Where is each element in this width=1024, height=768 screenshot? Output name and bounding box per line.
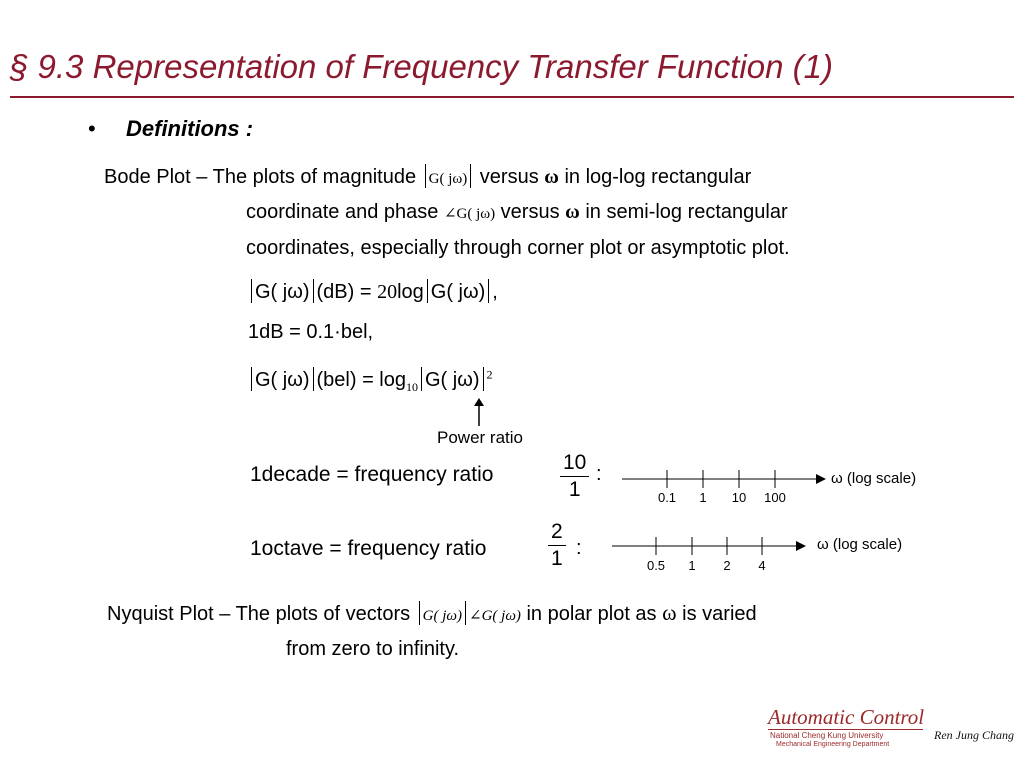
vector-phase: ∠G( jω) xyxy=(469,608,521,624)
abs-bar xyxy=(488,279,489,303)
decade-tick-label: 0.1 xyxy=(657,490,677,505)
bel-equation xyxy=(248,367,493,395)
bode-line-2 xyxy=(246,201,788,224)
bode-line-1-start: Bode Plot – The plots of magnitude xyxy=(104,166,422,188)
log-base: 10 xyxy=(406,380,418,394)
square-exponent: 2 xyxy=(486,367,493,382)
abs-bar xyxy=(483,367,484,391)
bode-line-1 xyxy=(104,164,751,189)
bode-line-3: coordinates, especially through corner plot or asymptotic plot. xyxy=(246,237,790,259)
abs-bar xyxy=(313,367,314,391)
abs-bar xyxy=(251,279,252,303)
title-underline xyxy=(10,96,1014,98)
automatic-control-logo: Automatic Control xyxy=(768,705,925,729)
decade-tick-label: 100 xyxy=(764,490,786,505)
decade-numerator: 10 xyxy=(560,450,589,477)
bel-eq-mag: G( jω) xyxy=(255,369,310,391)
decade-denominator: 1 xyxy=(568,478,581,501)
decade-colon: : xyxy=(596,463,602,485)
bullet-marker: • xyxy=(88,116,96,141)
bode-line-2-start: coordinate and phase xyxy=(246,201,444,223)
bode-line-1-end: in log-log rectangular xyxy=(558,166,752,188)
abs-bar xyxy=(427,279,428,303)
abs-bar xyxy=(251,367,252,391)
octave-axis xyxy=(610,533,810,557)
abs-bar xyxy=(425,164,426,188)
abs-bar xyxy=(421,367,422,391)
power-ratio-label: Power ratio xyxy=(437,428,523,447)
omega-symbol: ω xyxy=(565,201,580,223)
decade-fraction xyxy=(560,450,589,503)
decade-axis-label: ω (log scale) xyxy=(831,470,917,487)
db-eq-log: log xyxy=(397,281,424,303)
bode-line-2-end: in semi-log rectangular xyxy=(579,201,788,223)
octave-tick-label: 2 xyxy=(723,558,731,573)
decade-axis xyxy=(620,466,830,490)
vector-magnitude: G( jω) xyxy=(422,608,463,624)
phase-symbol: ∠G( jω) xyxy=(443,206,496,222)
definitions-heading: Definitions : xyxy=(126,116,254,141)
nyquist-line-1-end: is varied xyxy=(676,603,757,625)
octave-denominator: 1 xyxy=(551,547,563,570)
omega-symbol: ω xyxy=(544,166,559,188)
octave-tick-label: 1 xyxy=(688,558,696,573)
decade-tick-labels xyxy=(620,490,830,510)
db-eq-comma: , xyxy=(492,281,498,303)
nyquist-line-2: from zero to infinity. xyxy=(286,638,460,660)
nyquist-line-1-mid: in polar plot as xyxy=(520,603,663,625)
logo-rule xyxy=(768,729,923,730)
abs-bar xyxy=(470,164,471,188)
abs-bar xyxy=(419,601,420,625)
bel-conversion: 1dB = 0.1·bel, xyxy=(248,321,374,343)
slide-title: § 9.3 Representation of Frequency Transfer Function (1) xyxy=(10,48,833,85)
logo-department: Mechanical Engineering Department xyxy=(776,741,890,748)
octave-tick-labels xyxy=(610,558,810,578)
decade-definition: 1decade = frequency ratio xyxy=(250,463,494,486)
power-ratio-arrow xyxy=(470,398,490,428)
logo-university: National Cheng Kung University xyxy=(770,731,884,740)
db-eq-unit: (dB) = xyxy=(316,281,378,303)
db-eq-mag2: G( jω) xyxy=(430,281,486,303)
octave-fraction xyxy=(548,519,566,572)
octave-numerator: 2 xyxy=(548,519,566,546)
decade-tick-label: 10 xyxy=(731,490,747,505)
octave-tick-label: 4 xyxy=(758,558,766,573)
octave-definition: 1octave = frequency ratio xyxy=(250,537,487,560)
db-equation xyxy=(248,279,498,304)
decade-tick-label: 1 xyxy=(699,490,707,505)
octave-axis-label: ω (log scale) xyxy=(817,536,903,553)
octave-colon: : xyxy=(576,537,582,559)
db-eq-coef: 20 xyxy=(377,281,398,303)
magnitude-symbol: G( jω) xyxy=(428,171,468,187)
bode-line-2-versus: versus xyxy=(495,201,566,223)
omega-symbol: ω xyxy=(662,600,677,625)
octave-tick-label: 0.5 xyxy=(646,558,666,573)
nyquist-line-1 xyxy=(107,600,757,626)
abs-bar xyxy=(313,279,314,303)
abs-bar xyxy=(465,601,466,625)
db-eq-mag: G( jω) xyxy=(255,281,310,303)
bode-line-1-versus: versus xyxy=(474,166,545,188)
bel-eq-mag2: G( jω) xyxy=(425,369,480,391)
bel-eq-unit: (bel) = log xyxy=(316,369,406,391)
nyquist-line-1-start: Nyquist Plot – The plots of vectors xyxy=(107,603,416,625)
author-signature: Ren Jung Chang xyxy=(934,728,1014,742)
